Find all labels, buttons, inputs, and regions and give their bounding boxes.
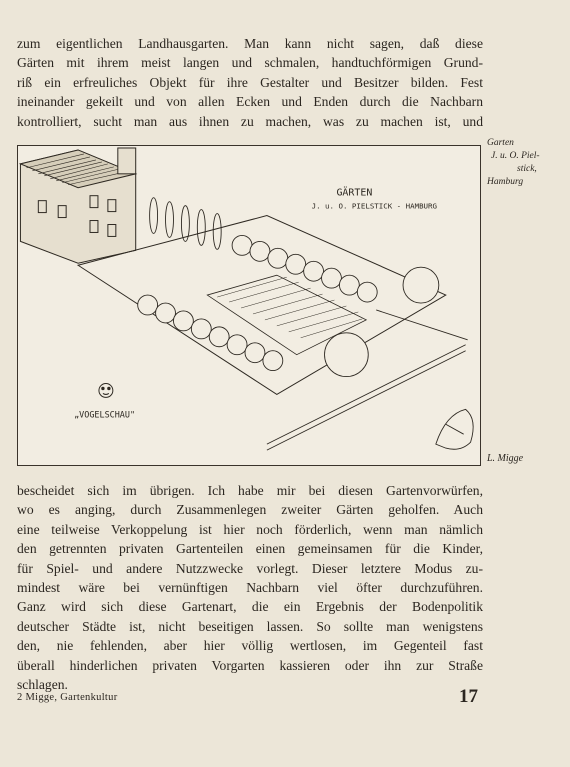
fence <box>267 310 468 450</box>
text-line: den, nie fehlenden, aber hier völlig wertlosen, im Gegenteil fast <box>17 638 483 654</box>
text-line: Gärten mit ihrem meist langen und schmalen, handtuchförmigen Grund- <box>17 55 483 71</box>
text-line: schlagen. <box>17 677 68 693</box>
figure-caption <box>487 137 567 189</box>
sketch-label: „VOGELSCHAU" <box>74 409 136 420</box>
text-line: eine teilweise Verkoppelung ist hier noch förderlich, wenn man nämlich <box>17 521 483 537</box>
text-line: ineinander gekeilt und von allen Ecken und Enden durch die Nachbarn <box>17 94 483 110</box>
text-line: bescheidet sich im übrigen. Ich habe mir bei diesen Gartenvorwürfen, <box>17 483 483 498</box>
sketch-title-line1: GÄRTEN <box>336 187 373 199</box>
signature-mark: 2 Migge, Gartenkultur <box>17 692 118 703</box>
text-line: kontrolliert, sucht man aus ihnen zu machen, was zu machen ist, und <box>17 113 483 129</box>
house-drawing <box>20 148 135 263</box>
paragraph-bottom <box>17 481 483 694</box>
poplar-row <box>150 198 222 250</box>
caption-line: stick, <box>517 164 537 174</box>
caption-line: J. u. O. Piel- <box>491 151 540 161</box>
caption-line: Hamburg <box>487 177 524 187</box>
text-line: deutscher Städte ist, nicht beseitigen lassen. So sollte man wenigstens <box>17 618 483 634</box>
text-line: zum eigentlichen Landhausgarten. Man kann nicht sagen, daß diese <box>17 36 483 51</box>
text-line: Ganz wird sich diese Gartenart, die ein Ergebnis der Bodenpolitik <box>17 599 483 615</box>
text-line: für Spiel- und andere Nutzzwecke vorlegt. Dieser letztere Modus zu- <box>17 560 483 576</box>
figure-credit: L. Migge <box>487 453 524 464</box>
paragraph-top <box>17 34 483 131</box>
garden-sketch <box>18 146 480 465</box>
artist-monogram <box>436 409 473 449</box>
garden-sketch-figure <box>17 145 481 466</box>
text-line: wo es anging, durch Zusammenlegen zweiter Gärten geholfen. Auch <box>17 502 483 518</box>
text-line: überall hinderlichen privaten Vorgarten kassieren oder ihn zur Straße <box>17 657 483 673</box>
page-number: 17 <box>459 686 478 707</box>
tree-rows <box>138 235 439 376</box>
text-line: riß ein erfreuliches Objekt für ihre Gestalter und Besitzer bilden. Fest <box>17 74 483 90</box>
bird-eye-icon <box>99 384 113 398</box>
text-line: den getrennten privaten Gartenteilen einen gemeinsamen für die Kinder, <box>17 541 483 557</box>
caption-line: Garten <box>487 138 514 148</box>
text-line: mindest wäre bei vernünftigen Nachbarn viel öfter durchzuführen. <box>17 580 483 596</box>
sketch-title-line2: J. u. O. PIELSTICK - HAMBURG <box>311 201 437 211</box>
